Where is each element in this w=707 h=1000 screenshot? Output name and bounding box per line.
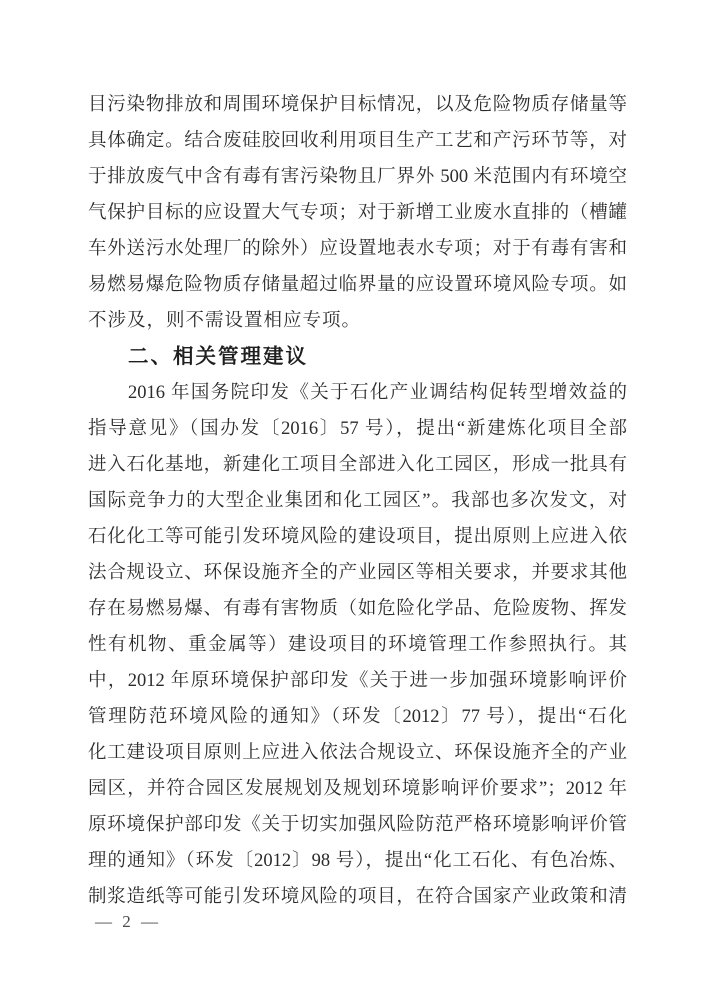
document-line: 进入石化基地，新建化工项目全部进入化工园区，形成一批具有 [88, 455, 627, 475]
document-line: 法合规设立、环保设施齐全的产业园区等相关要求，并要求其他 [88, 563, 627, 583]
document-line: 指导意见》（国办发〔2016〕57 号），提出“新建炼化项目全部 [88, 419, 627, 439]
document-line: 2016 年国务院印发《关于石化产业调结构促转型增效益的 [128, 383, 627, 403]
document-line: 原环境保护部印发《关于切实加强风险防范严格环境影响评价管 [88, 815, 627, 835]
document-line: 目污染物排放和周围环境保护目标情况，以及危险物质存储量等 [88, 95, 627, 115]
document-line: 管理防范环境风险的通知》（环发〔2012〕77 号），提出“石化 [88, 707, 627, 727]
document-line: 易燃易爆危险物质存储量超过临界量的应设置环境风险专项。如 [88, 275, 627, 295]
document-line: 性有机物、重金属等）建设项目的环境管理工作参照执行。其 [88, 635, 627, 655]
document-line: 存在易燃易爆、有毒有害物质（如危险化学品、危险废物、挥发 [88, 599, 627, 619]
document-line: 不涉及，则不需设置相应专项。 [88, 311, 362, 331]
document-line: 园区，并符合园区发展规划及规划环境影响评价要求”；2012 年 [88, 779, 627, 799]
document-line: 石化化工等可能引发环境风险的建设项目，提出原则上应进入依 [88, 527, 627, 547]
document-line: 理的通知》（环发〔2012〕98 号），提出“化工石化、有色冶炼、 [88, 851, 627, 871]
document-line: 于排放废气中含有毒有害污染物且厂界外 500 米范围内有环境空 [88, 167, 627, 187]
section-heading: 二、相关管理建议 [128, 345, 308, 368]
document-line: 制浆造纸等可能引发环境风险的项目，在符合国家产业政策和清 [88, 887, 627, 907]
page-number: — 2 — [95, 912, 161, 931]
document-line: 国际竞争力的大型企业集团和化工园区”。我部也多次发文，对 [88, 491, 627, 511]
document-line: 中，2012 年原环境保护部印发《关于进一步加强环境影响评价 [88, 671, 627, 691]
document-line: 具体确定。结合废硅胶回收利用项目生产工艺和产污环节等，对 [88, 131, 627, 151]
document-line: 车外送污水处理厂的除外）应设置地表水专项；对于有毒有害和 [88, 239, 627, 259]
document-line: 化工建设项目原则上应进入依法合规设立、环保设施齐全的产业 [88, 743, 627, 763]
text-block [88, 87, 627, 915]
document-line: 气保护目标的应设置大气专项；对于新增工业废水直排的（槽罐 [88, 203, 627, 223]
